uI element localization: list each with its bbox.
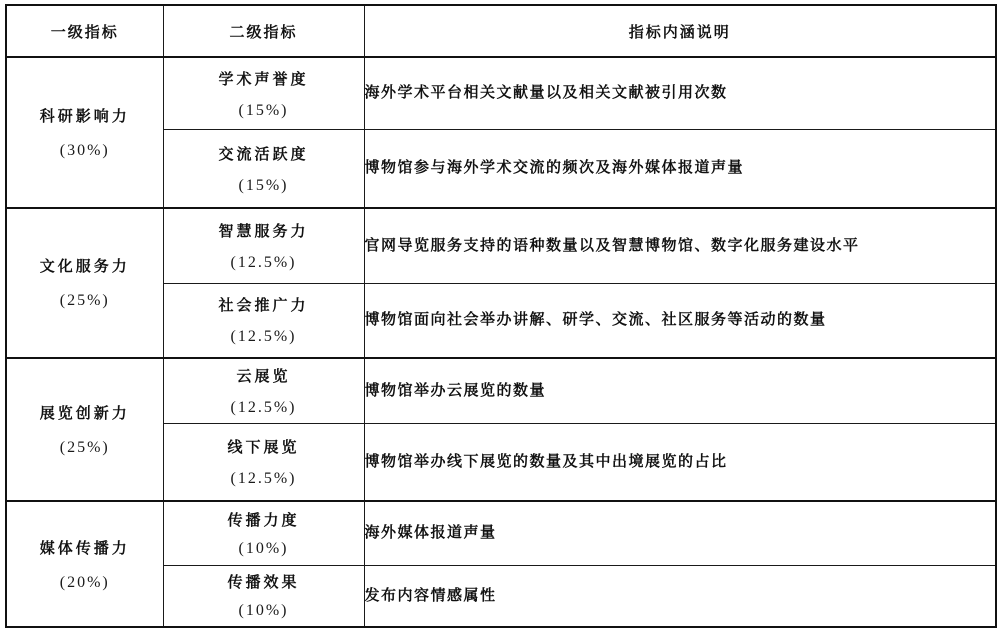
level1-weight: (20%) [59,573,110,591]
level2-weight: (12.5%) [230,470,297,488]
level1-cell-media [6,501,163,627]
level1-name: 媒体传播力 [39,540,130,557]
level2-name: 智慧服务力 [218,224,309,241]
level2-cell [163,358,364,424]
table-row [6,358,996,424]
level1-name: 科研影响力 [39,108,130,125]
level2-cell [163,130,364,208]
level1-cell-culture [6,208,163,358]
indicator-description: 博物馆举办云展览的数量 [364,358,996,424]
level2-weight: (12.5%) [230,328,297,346]
indicator-description: 博物馆面向社会举办讲解、研学、交流、社区服务等活动的数量 [364,284,996,358]
level1-name: 展览创新力 [39,406,130,423]
indicator-table [5,4,997,628]
level1-name: 文化服务力 [39,259,130,276]
level2-name: 学术声誉度 [218,71,309,88]
level2-name: 传播效果 [227,575,300,592]
level2-cell [163,423,364,501]
level2-weight: (10%) [238,540,289,558]
header-row [6,5,996,57]
level1-weight: (25%) [59,439,110,457]
header-description: 指标内涵说明 [364,5,996,57]
indicator-description: 海外学术平台相关文献量以及相关文献被引用次数 [364,57,996,130]
level2-weight: (12.5%) [230,254,297,272]
level2-weight: (12.5%) [230,398,297,416]
table-row [6,208,996,284]
level2-weight: (15%) [238,176,289,194]
indicator-description: 官网导览服务支持的语种数量以及智慧博物馆、数字化服务建设水平 [364,208,996,284]
header-level2: 二级指标 [163,5,364,57]
level2-weight: (15%) [238,101,289,119]
level1-cell-exhibition [6,358,163,502]
header-level1: 一级指标 [6,5,163,57]
level1-cell-research [6,57,163,208]
indicator-description: 博物馆参与海外学术交流的频次及海外媒体报道声量 [364,130,996,208]
level2-name: 线下展览 [227,440,300,457]
indicator-description: 博物馆举办线下展览的数量及其中出境展览的占比 [364,423,996,501]
indicator-description: 发布内容情感属性 [364,565,996,627]
level2-cell [163,57,364,130]
indicator-description: 海外媒体报道声量 [364,501,996,565]
table-row [6,501,996,565]
level2-cell [163,501,364,565]
level2-cell [163,208,364,284]
level1-weight: (25%) [59,292,110,310]
table-row [6,57,996,130]
level2-weight: (10%) [238,602,289,620]
level2-cell [163,565,364,627]
level2-name: 云展览 [236,368,291,385]
level2-name: 社会推广力 [218,298,309,315]
level2-name: 交流活跃度 [218,146,309,163]
level1-weight: (30%) [59,141,110,159]
level2-cell [163,284,364,358]
level2-name: 传播力度 [227,513,300,530]
